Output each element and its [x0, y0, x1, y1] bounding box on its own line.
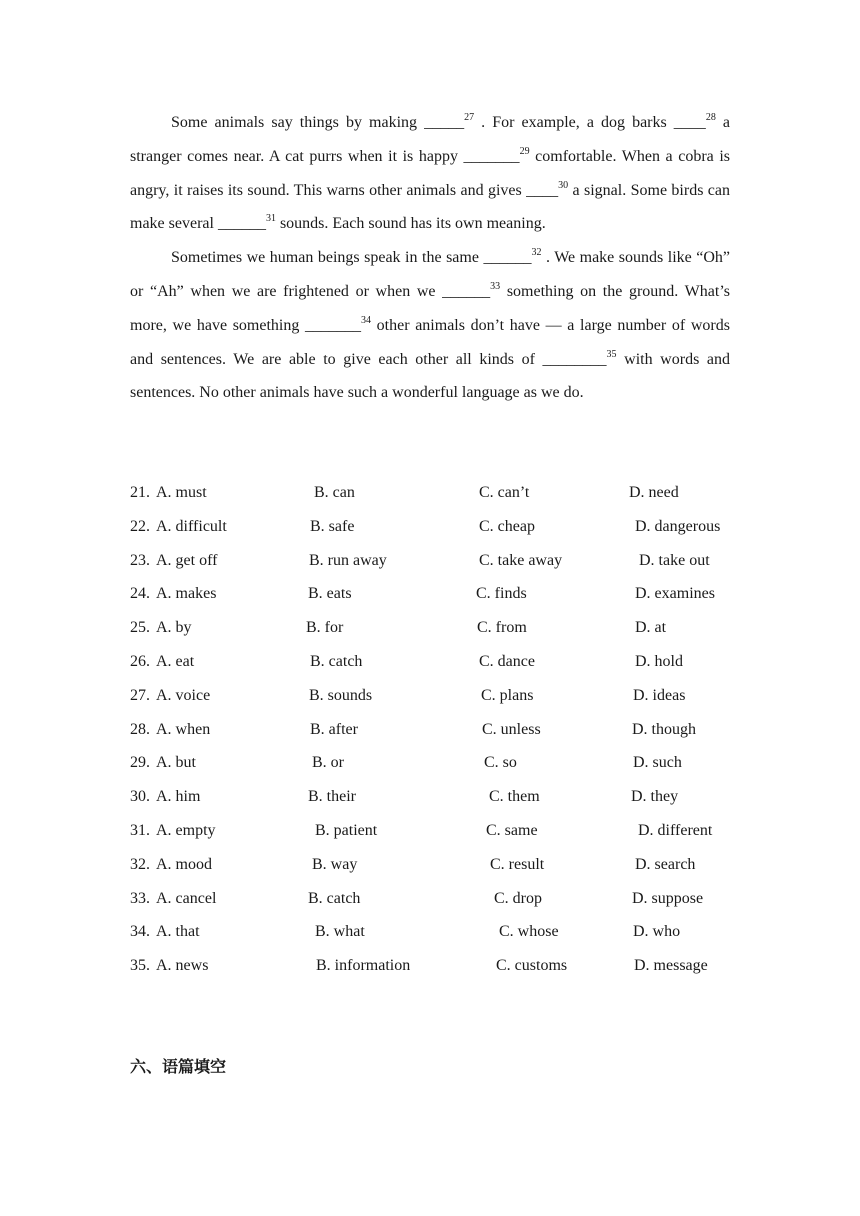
question-number: 21. [130, 484, 150, 501]
option-d: D. message [634, 957, 708, 975]
option-d: D. who [633, 923, 681, 941]
blank-number: 27 [464, 112, 475, 123]
option-c: C. whose [499, 923, 559, 941]
option-b: B. for [306, 619, 344, 637]
option-a: A. news [156, 957, 209, 975]
blank-number: 34 [361, 314, 372, 326]
blank-number: 28 [705, 112, 716, 123]
blank-number: 30 [558, 179, 569, 191]
option-d: D. search [635, 855, 696, 873]
option-b: B. or [312, 754, 344, 772]
blank-number: 35 [606, 348, 617, 360]
option-d: D. they [631, 788, 679, 806]
question-number: 30. [130, 788, 150, 806]
question-number: 35. [130, 957, 150, 975]
question-number: 27. [130, 686, 150, 704]
option-d: D. at [635, 619, 667, 637]
option-b: B. can [314, 484, 355, 501]
option-b: B. what [315, 923, 365, 941]
option-b: B. their [308, 788, 356, 806]
question-row [130, 577, 770, 611]
blank-number: 31 [265, 213, 276, 225]
option-a: A. eat [156, 652, 195, 670]
option-b: B. information [316, 957, 411, 975]
question-row [130, 713, 770, 747]
question-number: 23. [130, 551, 150, 569]
option-d: D. ideas [633, 686, 686, 704]
question-number: 26. [130, 652, 150, 670]
option-d: D. need [629, 484, 679, 501]
option-d: D. dangerous [635, 517, 721, 535]
option-a: A. get off [156, 551, 218, 569]
passage-text: . We make sounds like “Oh” or “Ah” when we are frightened or when we ______ [130, 249, 731, 300]
option-d: D. take out [639, 551, 710, 569]
option-a: A. mood [156, 855, 212, 873]
option-a: A. must [156, 484, 207, 501]
passage-text: with words and sentences. No other animals have such a wonderful language as we do. [130, 350, 730, 402]
question-row [130, 476, 770, 510]
option-a: A. when [156, 720, 211, 738]
option-c: C. same [486, 821, 538, 839]
cloze-passage [130, 106, 730, 410]
option-c: C. cheap [479, 517, 535, 535]
question-row [130, 679, 770, 713]
question-row [130, 780, 770, 814]
option-a: A. that [156, 923, 200, 941]
option-a: A. him [156, 788, 201, 806]
question-number: 29. [130, 754, 150, 772]
option-d: D. different [638, 821, 713, 839]
question-number: 32. [130, 855, 150, 873]
option-a: A. difficult [156, 517, 227, 535]
option-d: D. examines [635, 585, 715, 603]
question-row [130, 915, 770, 949]
option-c: C. plans [481, 686, 534, 704]
option-b: B. way [312, 855, 358, 873]
option-c: C. can’t [479, 484, 530, 501]
option-c: C. take away [479, 551, 563, 569]
option-a: A. empty [156, 821, 216, 839]
option-b: B. eats [308, 585, 352, 603]
option-d: D. though [632, 720, 696, 738]
option-c: C. dance [479, 652, 535, 670]
passage-text: comfortable. When a cobra is angry, it raises its sound. This warns other animals and gives ____ [130, 147, 731, 199]
option-a: A. but [156, 754, 196, 772]
option-c: C. customs [496, 957, 568, 975]
passage-text: a stranger comes near. A cat purrs when it is happy _______ [130, 114, 730, 165]
option-c: C. unless [482, 720, 541, 738]
passage-paragraph-1 [130, 106, 730, 241]
passage-text: other animals don’t have — a large number of words and sentences. We are able to give each other all kinds of ________ [130, 316, 730, 368]
option-b: B. patient [315, 821, 378, 839]
option-c: C. them [489, 788, 540, 806]
question-number: 24. [130, 585, 150, 603]
question-row [130, 611, 770, 645]
question-row [130, 882, 770, 916]
option-b: B. safe [310, 517, 355, 535]
passage-text: a signal. Some birds can make several ______ [130, 181, 731, 233]
option-a: A. makes [156, 585, 217, 603]
option-c: C. drop [494, 889, 542, 907]
question-row [130, 544, 770, 578]
option-c: C. so [484, 754, 517, 772]
passage-paragraph-2 [130, 241, 730, 410]
option-a: A. voice [156, 686, 211, 704]
question-number: 34. [130, 923, 150, 941]
question-row [130, 645, 770, 679]
option-b: B. sounds [309, 686, 373, 704]
option-c: C. finds [476, 585, 527, 603]
option-b: B. run away [309, 551, 387, 569]
question-row [130, 949, 770, 983]
question-number: 33. [130, 889, 150, 907]
question-row [130, 814, 770, 848]
question-row [130, 848, 770, 882]
option-b: B. catch [310, 652, 363, 670]
option-a: A. by [156, 619, 192, 637]
option-b: B. after [310, 720, 358, 738]
question-row [130, 746, 770, 780]
passage-text: . For example, a dog barks ____ [474, 114, 706, 131]
option-c: C. result [490, 855, 545, 873]
blank-number: 32 [531, 247, 542, 259]
option-b: B. catch [308, 889, 361, 907]
passage-text: Sometimes we human beings speak in the same ______ [171, 249, 532, 267]
blank-number: 29 [519, 145, 530, 157]
passage-text: something on the ground. What’s more, we have something _______ [130, 282, 730, 334]
option-c: C. from [477, 619, 527, 637]
option-d: D. such [633, 754, 682, 772]
question-number: 25. [130, 619, 150, 637]
question-options-list [130, 476, 770, 983]
question-row [130, 510, 770, 544]
question-number: 31. [130, 821, 150, 839]
option-d: D. hold [635, 652, 683, 670]
question-number: 22. [130, 517, 150, 535]
blank-number: 33 [490, 280, 501, 292]
passage-text: Some animals say things by making _____ [171, 114, 465, 131]
passage-text: sounds. Each sound has its own meaning. [275, 215, 546, 233]
option-a: A. cancel [156, 889, 217, 907]
option-d: D. suppose [632, 889, 704, 907]
section-title: 六、语篇填空 [130, 1057, 227, 1076]
question-number: 28. [130, 720, 150, 738]
